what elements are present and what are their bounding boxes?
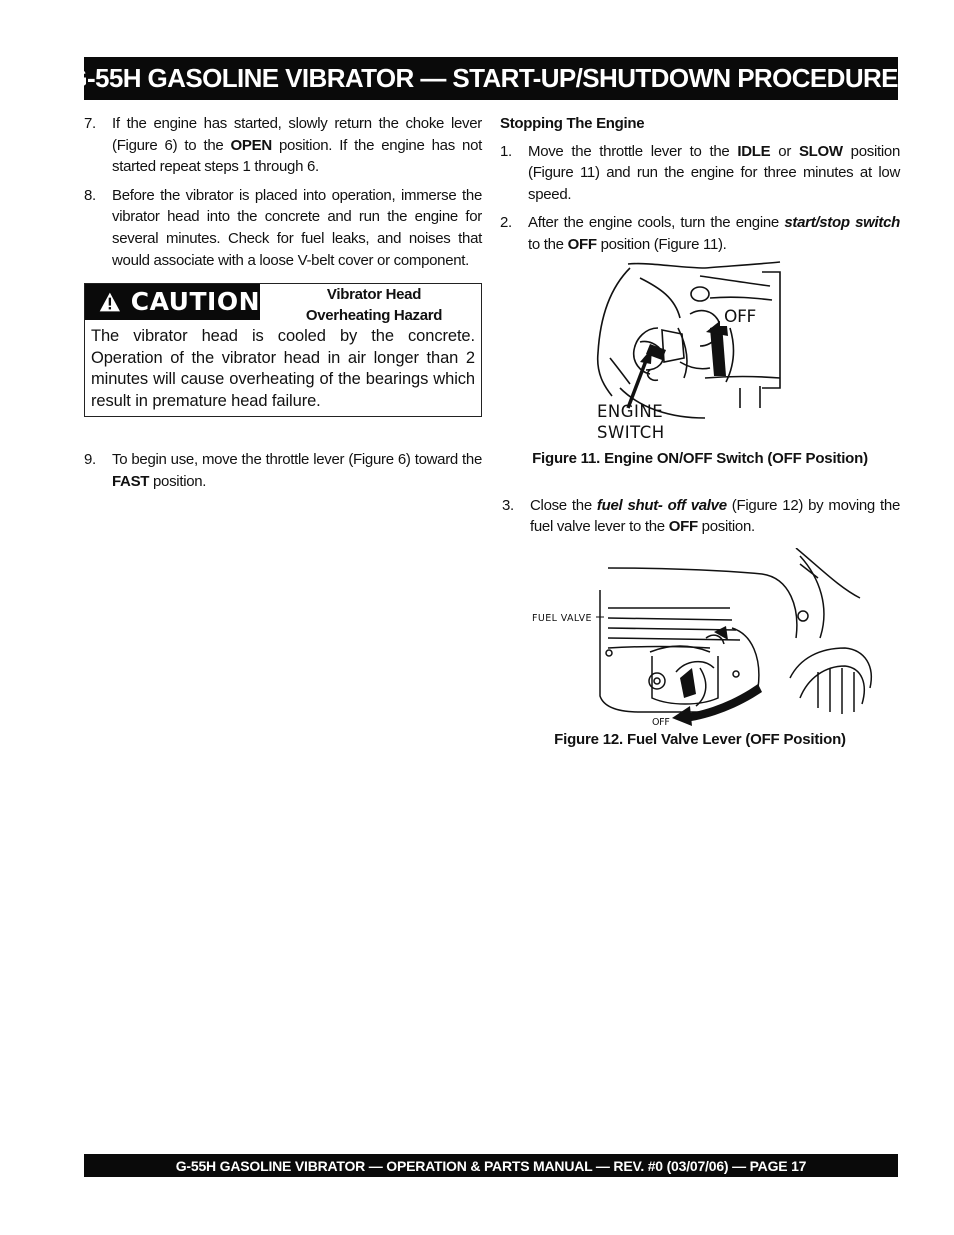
caution-label: CAUTION	[130, 287, 260, 317]
step-number: 1.	[500, 142, 512, 160]
step-9	[84, 449, 482, 492]
page-title: G-55H GASOLINE VIBRATOR — START-UP/SHUTDOWN PROCEDURES	[67, 63, 915, 93]
caution-box	[84, 283, 482, 417]
step-number: 2.	[500, 214, 512, 232]
figure-11-caption: Figure 11. Engine ON/OFF Switch (OFF Position)	[532, 449, 868, 467]
warning-icon	[99, 288, 121, 316]
fuel-valve-label: FUEL VALVE	[532, 612, 592, 624]
fuel-off-label: OFF	[652, 716, 670, 728]
page-footer	[84, 1154, 898, 1177]
page-header	[67, 57, 915, 100]
step-7	[84, 113, 482, 178]
step-text: Close the fuel shut- off valve (Figure 12) by moving the fuel valve lever to the OFF position.	[530, 496, 900, 536]
caution-badge	[85, 284, 260, 320]
step-text: Move the throttle lever to the IDLE or SLOW position (Figure 11) and run the engine for three minutes at low speed.	[528, 142, 900, 203]
step-text: Before the vibrator is placed into operation, immerse the vibrator head into the concrete and run the engine for several minutes. Check for fuel leaks, and noises that would associate with a loose V-belt cover or component.	[112, 186, 482, 269]
step-text: After the engine cools, turn the engine start/stop switch to the OFF position (Figure 11).	[528, 214, 900, 253]
step-number: 7.	[84, 115, 96, 132]
stop-step-1	[500, 141, 900, 206]
step-text: If the engine has started, slowly return the choke lever (Figure 6) to the OPEN position. If the engine has not started repeat steps 1 through 6.	[112, 115, 482, 176]
step-text: To begin use, move the throttle lever (Figure 6) toward the FAST position.	[112, 451, 482, 490]
caution-text: The vibrator head is cooled by the concrete. Operation of the vibrator head in air longer than 2 minutes will cause overheating of the bearings which result in premature head failure.	[91, 327, 475, 410]
footer-text: G-55H GASOLINE VIBRATOR — OPERATION & PARTS MANUAL — REV. #0 (03/07/06) — PAGE 17	[175, 1157, 807, 1174]
figure-12	[500, 538, 900, 750]
figure-11	[500, 256, 900, 467]
section-heading: Stopping The Engine	[500, 115, 645, 132]
engine-label: ENGINE	[597, 401, 664, 421]
step-number: 3.	[502, 496, 514, 514]
stop-step-3	[502, 495, 900, 538]
fuel-valve-illustration	[500, 548, 900, 728]
right-column	[500, 113, 900, 750]
left-column	[84, 113, 482, 492]
step-8	[84, 185, 482, 271]
step-number: 9.	[84, 451, 96, 469]
step-number: 8.	[84, 186, 96, 204]
stop-step-2	[500, 212, 900, 255]
caution-title: Vibrator Head Overheating Hazard	[305, 286, 443, 325]
engine-switch-illustration	[500, 258, 900, 440]
figure-12-caption: Figure 12. Fuel Valve Lever (OFF Position)	[554, 730, 846, 748]
switch-label: SWITCH	[597, 422, 665, 440]
off-label: OFF	[724, 306, 757, 327]
